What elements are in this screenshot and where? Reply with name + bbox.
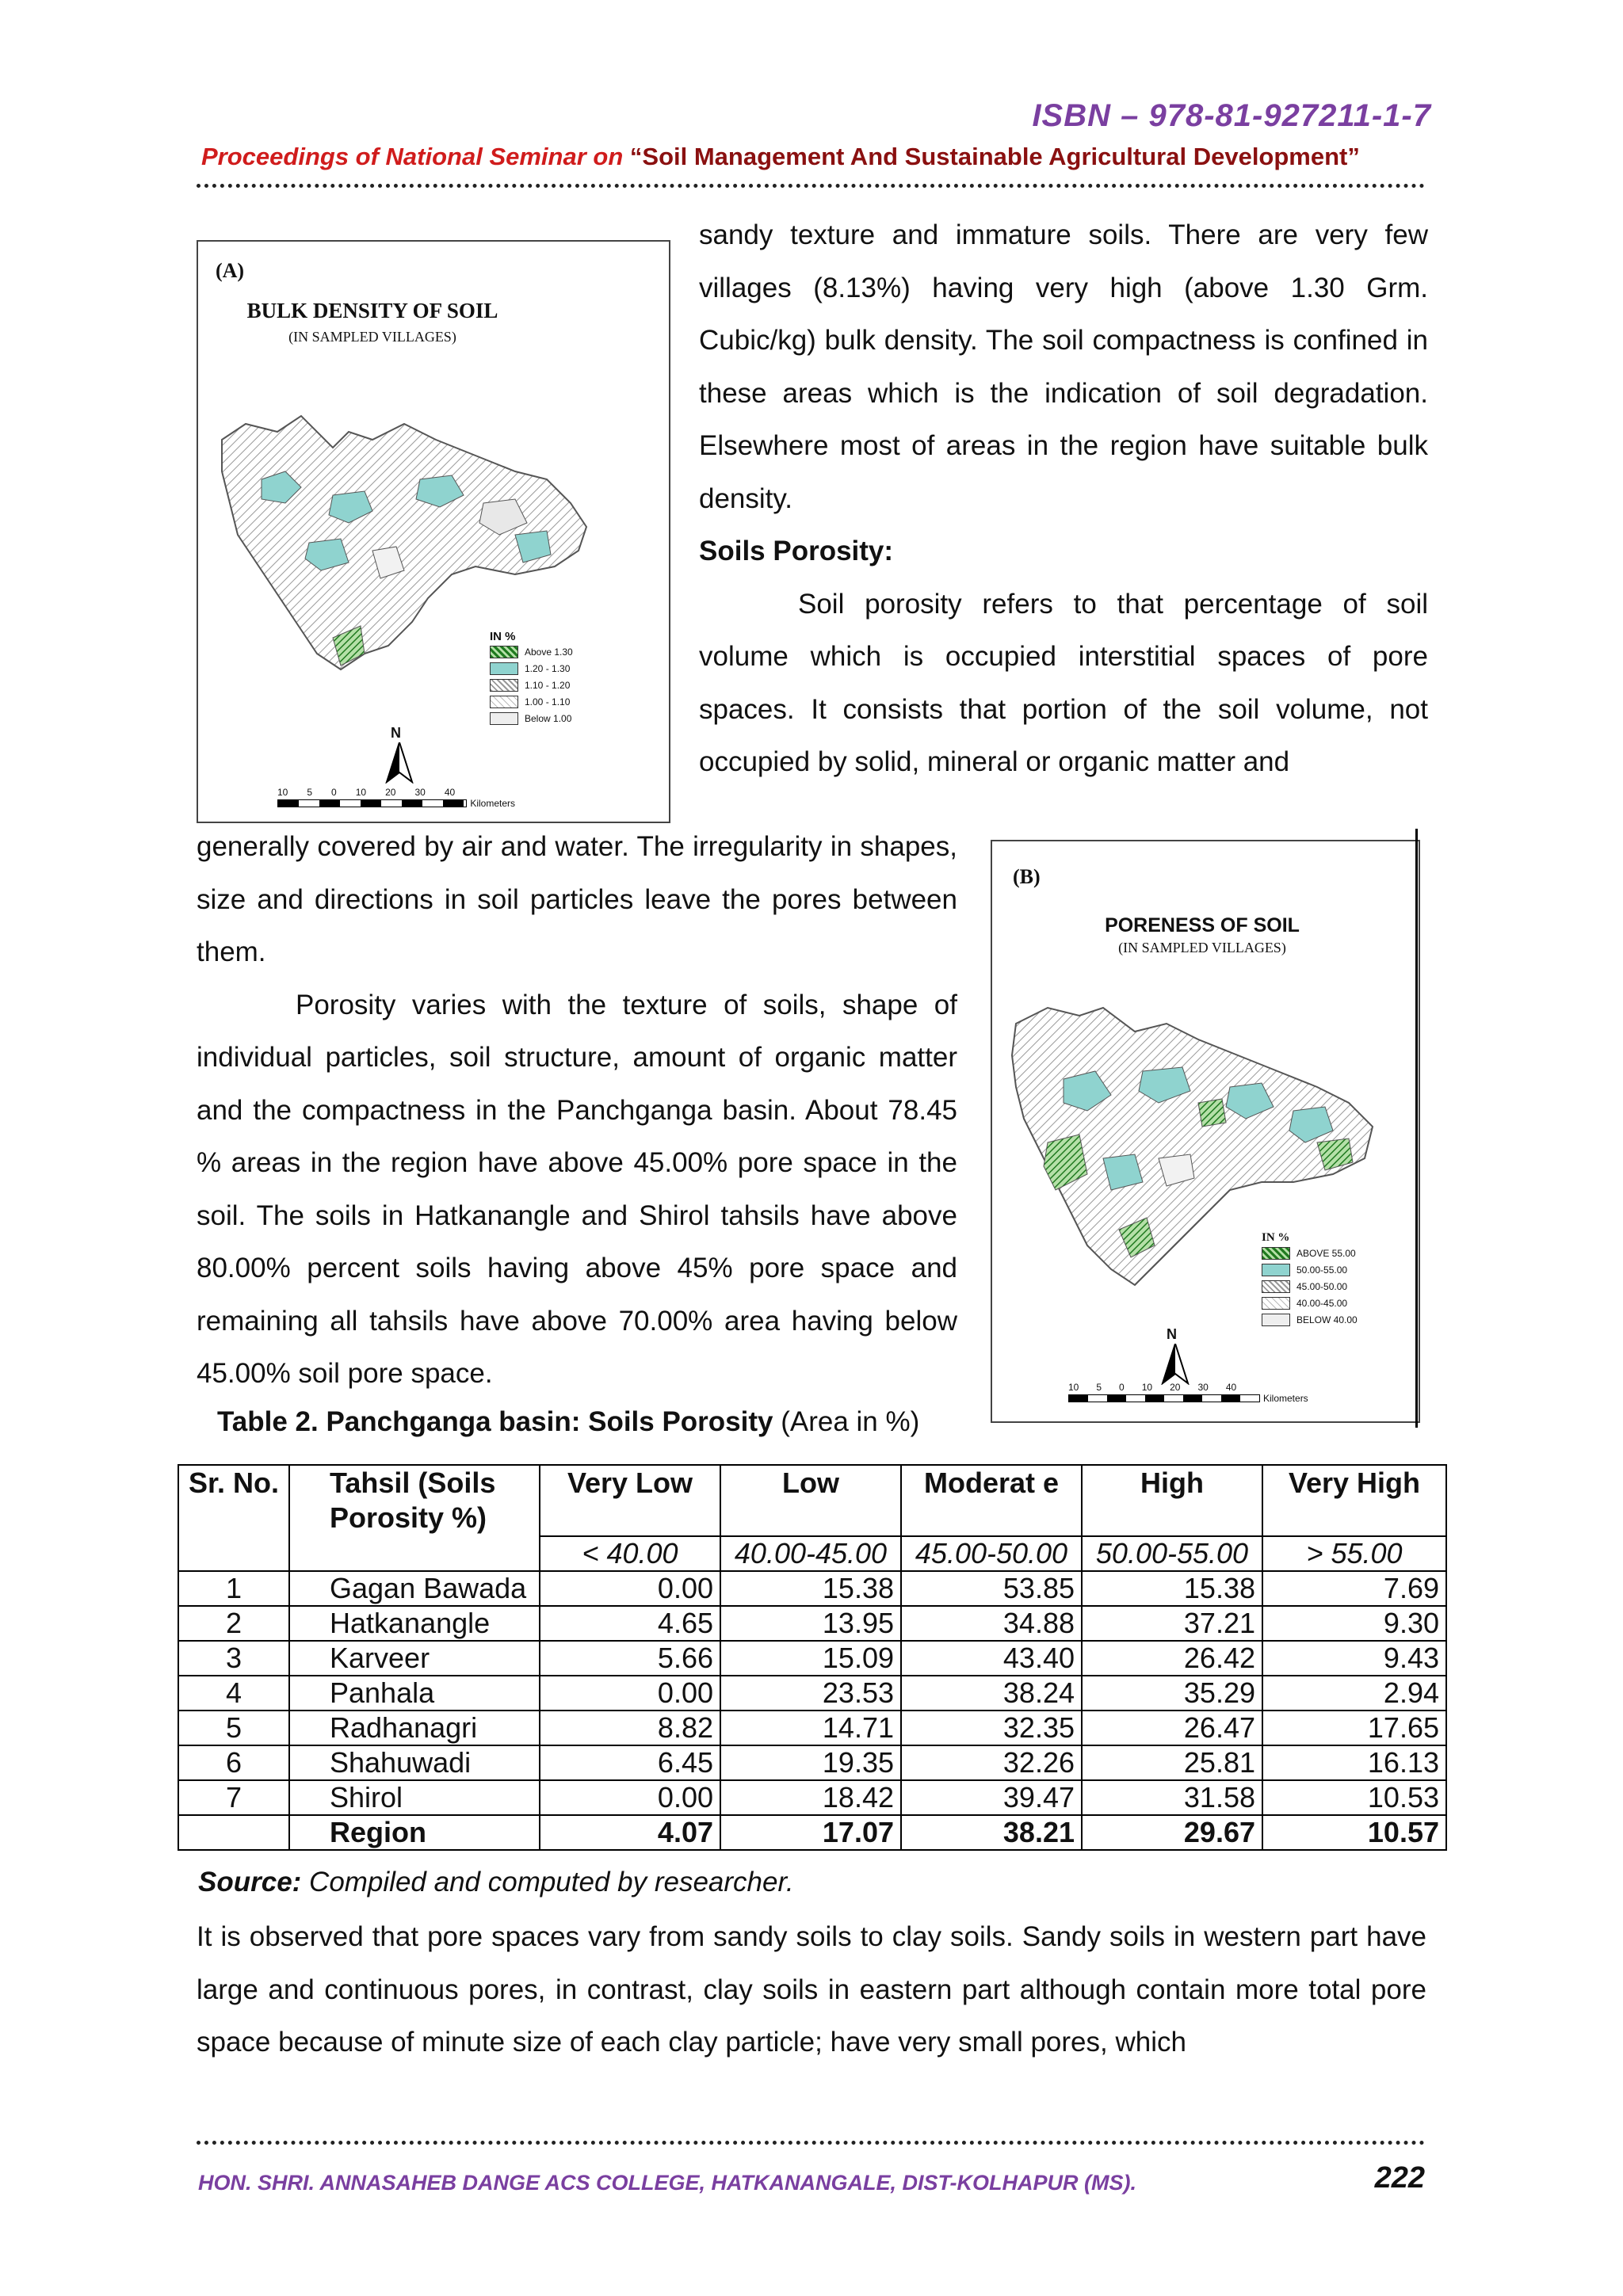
cell-very-high: 16.13 — [1262, 1745, 1446, 1780]
closing-paragraph: It is observed that pore spaces vary from sandy soils to clay soils. Sandy soils in western part have large and continuous pores, in contrast, clay soils in eastern part although contain more total pore space because of minute size of each clay particle; have very small pores, which — [197, 1921, 1426, 2058]
scale-tick: 0 — [1119, 1382, 1125, 1393]
cell-tahsil: Hatkanangle — [289, 1606, 540, 1641]
north-arrow-icon — [1161, 1344, 1190, 1385]
cell-moderate: 38.24 — [901, 1676, 1082, 1711]
cell-moderate: 39.47 — [901, 1780, 1082, 1815]
cell-very-high: 2.94 — [1262, 1676, 1446, 1711]
map-b-legend-label: 40.00-45.00 — [1296, 1297, 1348, 1309]
table-row — [178, 1641, 1446, 1676]
soils-porosity-table — [178, 1464, 1447, 1851]
range-low: 40.00-45.00 — [720, 1536, 901, 1571]
cell-high: 26.42 — [1082, 1641, 1262, 1676]
porosity-paragraph-2: Porosity varies with the texture of soils, shape of individual particles, soil structure, amount of organic matter and the compactness in the Panchganga basin. About 78.45 % areas in the region have above 45.00% pore space in the soil. The soils in Hatkanangle and Shirol tahsils have above 80.00% percent soils having above 45% pore space and remaining all tahsils have above 70.00% area having below 45.00% soil pore space. — [197, 989, 957, 1389]
cell-sr: 5 — [178, 1711, 289, 1745]
table-source-note — [198, 1867, 794, 1898]
cell-high: 29.67 — [1082, 1815, 1262, 1850]
scale-tick: 20 — [1170, 1382, 1181, 1393]
north-arrow-icon — [385, 742, 414, 784]
cell-high: 31.58 — [1082, 1780, 1262, 1815]
scale-tick: 5 — [307, 787, 313, 798]
cell-high: 25.81 — [1082, 1745, 1262, 1780]
map-a-label: (A) — [216, 259, 245, 282]
source-label: Source: — [198, 1867, 302, 1897]
map-b-legend-label: 50.00-55.00 — [1296, 1264, 1348, 1276]
table-row — [178, 1745, 1446, 1780]
scale-tick: 20 — [385, 787, 396, 798]
proceedings-prefix: Proceedings of National Seminar on — [201, 143, 624, 170]
cell-moderate: 53.85 — [901, 1571, 1082, 1606]
cell-moderate: 43.40 — [901, 1641, 1082, 1676]
cell-tahsil: Shahuwadi — [289, 1745, 540, 1780]
scale-tick: 10 — [1068, 1382, 1079, 1393]
table-row-region-total — [178, 1815, 1446, 1850]
cell-very-low: 0.00 — [540, 1571, 720, 1606]
map-a-legend-label: 1.10 - 1.20 — [525, 679, 571, 691]
header-low: Low — [720, 1465, 901, 1536]
table-row — [178, 1606, 1446, 1641]
porosity-text-block — [197, 821, 957, 1401]
map-b-legend — [1262, 1231, 1358, 1328]
scale-bar-graphic — [277, 799, 467, 807]
cell-high: 15.38 — [1082, 1571, 1262, 1606]
cell-high: 26.47 — [1082, 1711, 1262, 1745]
map-b-subtitle: (IN SAMPLED VILLAGES) — [1118, 940, 1286, 955]
legend-swatch-dark-green — [490, 646, 518, 658]
cell-very-high: 10.57 — [1262, 1815, 1446, 1850]
legend-swatch-teal — [490, 662, 518, 675]
map-b-legend-row — [1262, 1311, 1358, 1328]
cell-moderate: 32.35 — [901, 1711, 1082, 1745]
table-row — [178, 1780, 1446, 1815]
cell-very-low: 0.00 — [540, 1780, 720, 1815]
map-a-legend-row — [490, 660, 573, 677]
cell-tahsil: Radhanagri — [289, 1711, 540, 1745]
map-a-subtitle: (IN SAMPLED VILLAGES) — [288, 329, 456, 345]
map-b-legend-row — [1262, 1261, 1358, 1278]
legend-swatch-crosshatch — [1262, 1280, 1290, 1293]
page-number: 222 — [1374, 2161, 1425, 2195]
table-caption — [217, 1406, 919, 1438]
header-very-high: Very High — [1262, 1465, 1446, 1536]
cell-tahsil: Shirol — [289, 1780, 540, 1815]
proceedings-title: “Soil Management And Sustainable Agricultural Development” — [629, 143, 1360, 170]
vertical-rule — [1415, 829, 1418, 1428]
map-a-scale-bar — [277, 787, 515, 809]
cell-tahsil: Region — [289, 1815, 540, 1850]
scale-tick: 0 — [331, 787, 337, 798]
cell-very-high: 9.30 — [1262, 1606, 1446, 1641]
cell-low: 15.09 — [720, 1641, 901, 1676]
header-very-low: Very Low — [540, 1465, 720, 1536]
legend-swatch-light-hatch — [1262, 1297, 1290, 1310]
intro-text-block — [699, 209, 1428, 789]
footer-divider — [197, 2141, 1425, 2145]
map-b-legend-row — [1262, 1295, 1358, 1311]
source-text: Compiled and computed by researcher. — [301, 1867, 794, 1897]
scale-tick: 40 — [1225, 1382, 1237, 1393]
map-b-legend-label: BELOW 40.00 — [1296, 1314, 1358, 1325]
table-row — [178, 1676, 1446, 1711]
map-a-legend-row — [490, 677, 573, 693]
map-a-north-label: N — [391, 725, 401, 741]
table-caption-subject: Soils Porosity — [588, 1406, 773, 1437]
range-high: 50.00-55.00 — [1082, 1536, 1262, 1571]
map-b-legend-label: 45.00-50.00 — [1296, 1280, 1348, 1292]
map-a-legend-label: 1.00 - 1.10 — [525, 696, 571, 707]
map-b-title: PORENESS OF SOIL — [1105, 914, 1300, 936]
intro-paragraph: sandy texture and immature soils. There are very few villages (8.13%) having very high (above 1.30 Grm. Cubic/kg) bulk density. The soil compactness is confined in these areas which is the indication of soil degradation. Elsewhere most of areas in the region have suitable bulk density. — [699, 219, 1428, 514]
scale-tick: 5 — [1096, 1382, 1102, 1393]
legend-swatch-teal — [1262, 1264, 1290, 1276]
cell-sr: 2 — [178, 1606, 289, 1641]
cell-low: 17.07 — [720, 1815, 901, 1850]
header-tahsil: Tahsil (Soils Porosity %) — [289, 1465, 540, 1571]
map-a-basin-shape — [214, 337, 658, 733]
map-a-legend-title: IN % — [490, 630, 516, 643]
scale-tick: 30 — [414, 787, 426, 798]
scale-tick: 10 — [277, 787, 288, 798]
cell-low: 18.42 — [720, 1780, 901, 1815]
cell-low: 13.95 — [720, 1606, 901, 1641]
legend-swatch-grey — [490, 712, 518, 725]
cell-high: 35.29 — [1082, 1676, 1262, 1711]
map-b-legend-row — [1262, 1245, 1358, 1261]
table-header-row — [178, 1465, 1446, 1536]
cell-sr — [178, 1815, 289, 1850]
table-row — [178, 1571, 1446, 1606]
map-a-legend — [490, 630, 573, 727]
header-high: High — [1082, 1465, 1262, 1536]
table-caption-label: Table 2. Panchganga basin: — [217, 1406, 581, 1437]
map-b-legend-label: ABOVE 55.00 — [1296, 1247, 1356, 1259]
cell-sr: 4 — [178, 1676, 289, 1711]
legend-swatch-grey — [1262, 1314, 1290, 1326]
map-b-north-label: N — [1167, 1326, 1177, 1342]
legend-swatch-dark-green — [1262, 1247, 1290, 1260]
section-heading-soils-porosity: Soils Porosity: — [699, 536, 894, 566]
cell-very-low: 0.00 — [540, 1676, 720, 1711]
cell-high: 37.21 — [1082, 1606, 1262, 1641]
scale-unit: Kilometers — [470, 798, 515, 809]
cell-sr: 7 — [178, 1780, 289, 1815]
cell-sr: 3 — [178, 1641, 289, 1676]
footer-college: HON. SHRI. ANNASAHEB DANGE ACS COLLEGE, HATKANANGALE, DIST-KOLHAPUR (MS). — [198, 2171, 1137, 2195]
cell-moderate: 32.26 — [901, 1745, 1082, 1780]
map-b-legend-title: IN % — [1262, 1231, 1290, 1244]
porosity-paragraph-1: Soil porosity refers to that percentage of soil volume which is occupied interstitial spaces of pore spaces. It consists that portion of the soil volume, not occupied by solid, mineral or organic matter and — [699, 588, 1428, 777]
cell-very-low: 4.65 — [540, 1606, 720, 1641]
range-moderate: 45.00-50.00 — [901, 1536, 1082, 1571]
cell-sr: 6 — [178, 1745, 289, 1780]
scale-tick: 10 — [355, 787, 367, 798]
cell-very-low: 8.82 — [540, 1711, 720, 1745]
map-b-poreness — [991, 840, 1420, 1423]
cell-tahsil: Karveer — [289, 1641, 540, 1676]
cell-very-high: 9.43 — [1262, 1641, 1446, 1676]
map-a-bulk-density — [197, 240, 670, 823]
map-a-legend-row — [490, 710, 573, 727]
map-a-title: BULK DENSITY OF SOIL — [246, 299, 498, 322]
map-a-legend-label: Below 1.00 — [525, 712, 572, 724]
table-caption-units: (Area in %) — [773, 1406, 920, 1437]
range-very-low: < 40.00 — [540, 1536, 720, 1571]
cell-very-low: 4.07 — [540, 1815, 720, 1850]
proceedings-line — [201, 143, 1360, 171]
scale-unit: Kilometers — [1263, 1393, 1308, 1404]
cell-very-low: 5.66 — [540, 1641, 720, 1676]
map-a-legend-label: Above 1.30 — [525, 646, 573, 658]
cell-very-high: 17.65 — [1262, 1711, 1446, 1745]
map-a-legend-row — [490, 643, 573, 660]
table-row — [178, 1711, 1446, 1745]
map-a-legend-row — [490, 693, 573, 710]
map-a-legend-label: 1.20 - 1.30 — [525, 662, 571, 674]
cell-low: 15.38 — [720, 1571, 901, 1606]
cell-low: 23.53 — [720, 1676, 901, 1711]
cell-low: 19.35 — [720, 1745, 901, 1780]
porosity-paragraph-1-continued: generally covered by air and water. The irregularity in shapes, size and directions in soil particles leave the pores between them. — [197, 831, 957, 967]
cell-low: 14.71 — [720, 1711, 901, 1745]
legend-swatch-crosshatch — [490, 679, 518, 692]
scale-tick: 30 — [1197, 1382, 1209, 1393]
range-very-high: > 55.00 — [1262, 1536, 1446, 1571]
cell-very-high: 7.69 — [1262, 1571, 1446, 1606]
header-moderate: Moderat e — [901, 1465, 1082, 1536]
cell-moderate: 34.88 — [901, 1606, 1082, 1641]
cell-very-high: 10.53 — [1262, 1780, 1446, 1815]
legend-swatch-light-hatch — [490, 696, 518, 708]
cell-tahsil: Gagan Bawada — [289, 1571, 540, 1606]
header-sr-no: Sr. No. — [178, 1465, 289, 1571]
header-divider — [197, 184, 1425, 188]
cell-very-low: 6.45 — [540, 1745, 720, 1780]
map-b-label: (B) — [1013, 865, 1041, 888]
map-b-legend-row — [1262, 1278, 1358, 1295]
closing-text-block — [197, 1911, 1426, 2069]
cell-sr: 1 — [178, 1571, 289, 1606]
cell-tahsil: Panhala — [289, 1676, 540, 1711]
scale-tick: 10 — [1141, 1382, 1153, 1393]
scale-bar-graphic — [1068, 1394, 1260, 1402]
map-b-scale-bar — [1068, 1382, 1322, 1404]
isbn-text: ISBN – 978-81-927211-1-7 — [1032, 98, 1431, 133]
cell-moderate: 38.21 — [901, 1815, 1082, 1850]
scale-tick: 40 — [444, 787, 456, 798]
